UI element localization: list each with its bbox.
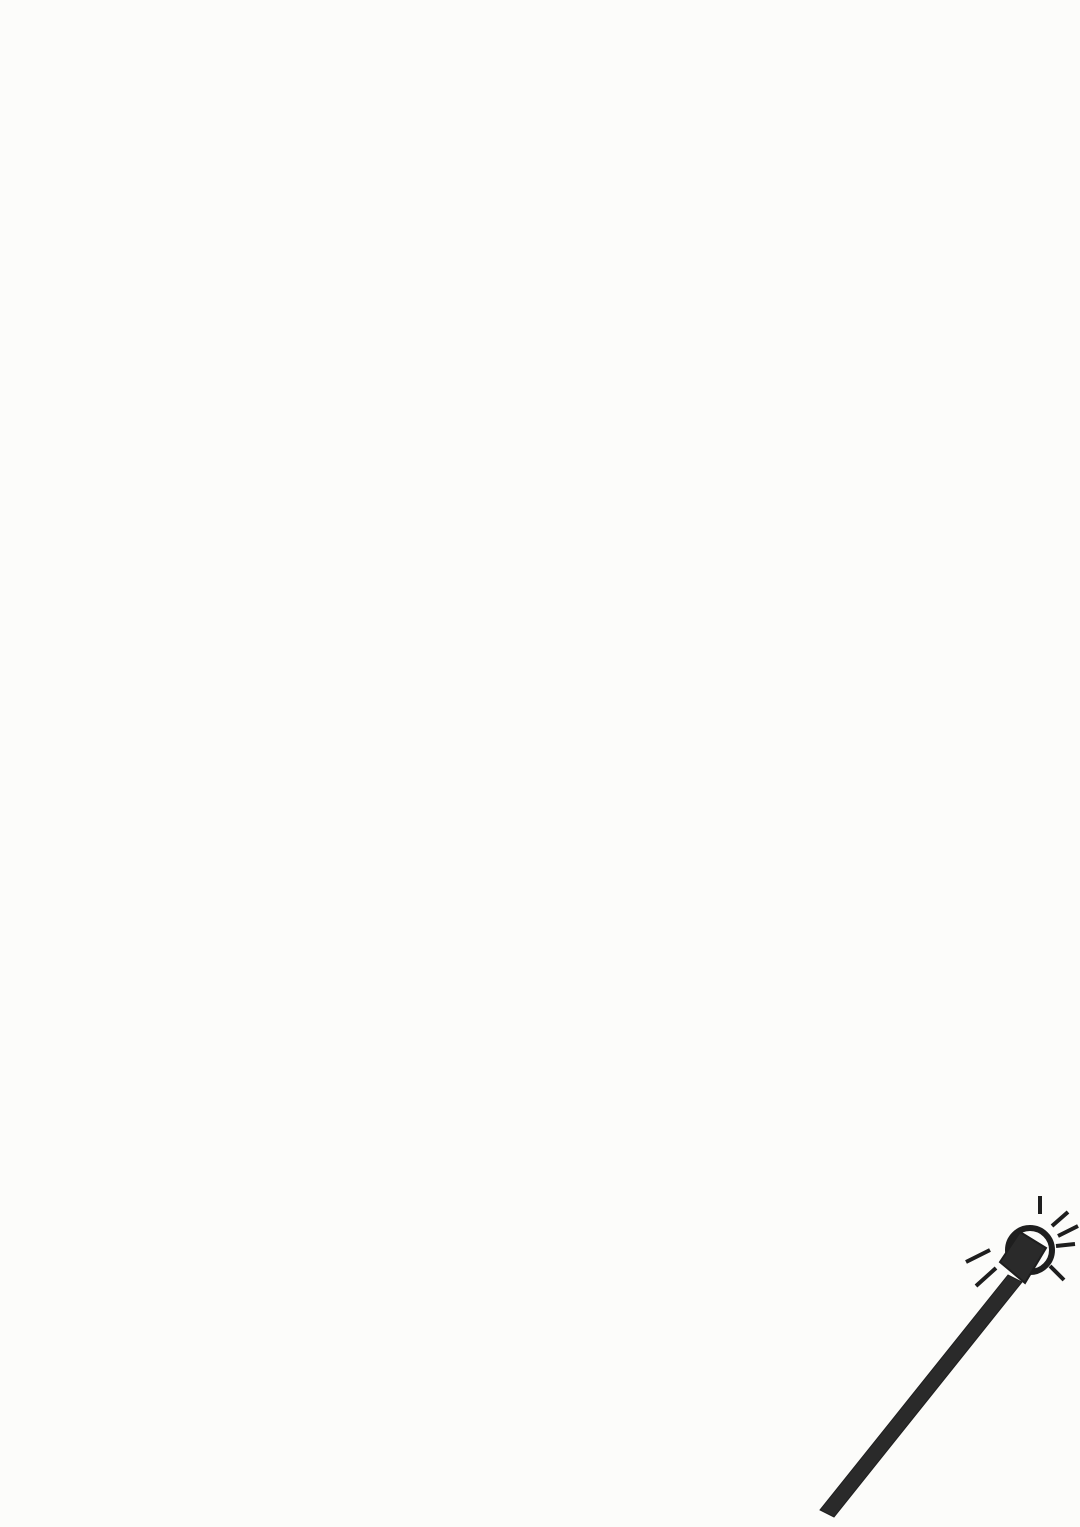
text-block-upper [118,100,998,540]
text-block-middle [118,562,998,1002]
text-block-lower [136,1024,956,1436]
page-number [0,1455,1080,1479]
